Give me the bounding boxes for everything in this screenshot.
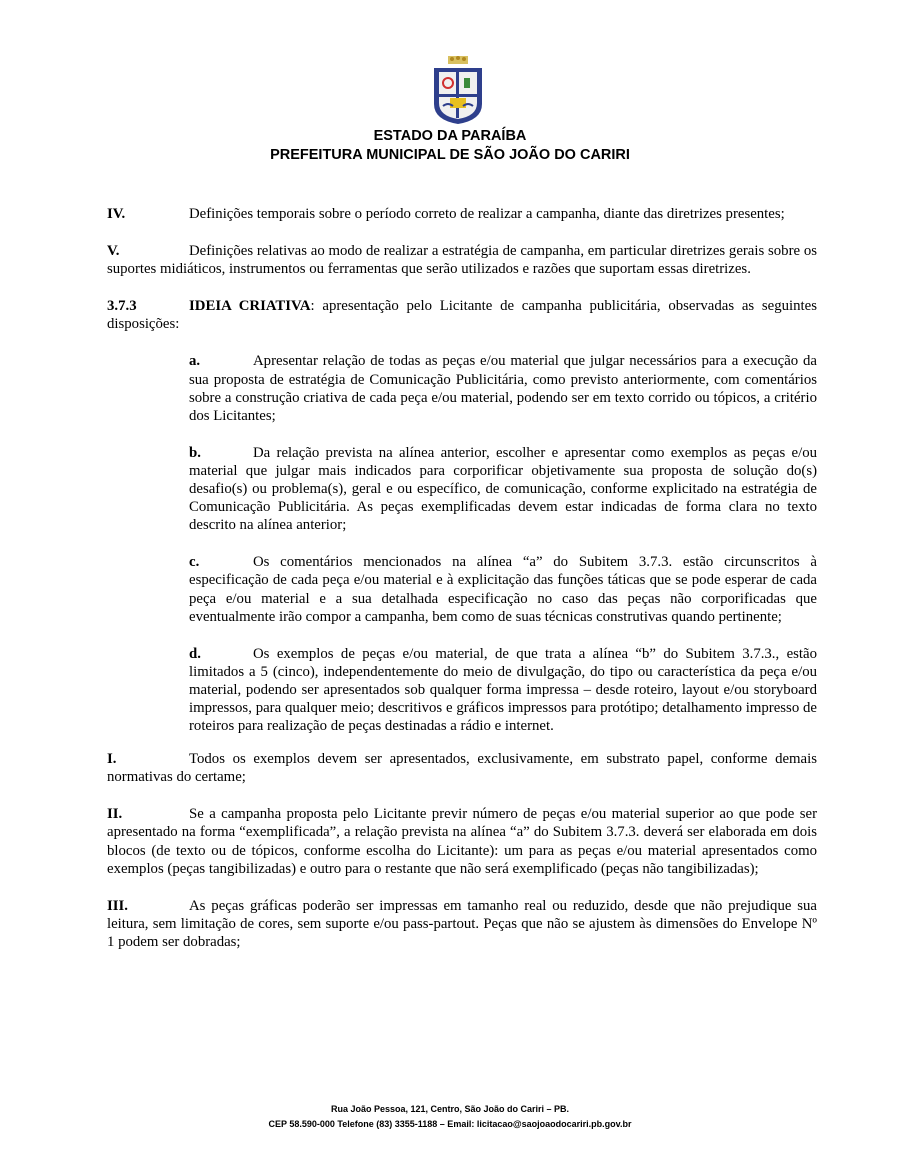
item-text: Definições relativas ao modo de realizar a estratégia de campanha, em particular diretrizes gerais sobre os suportes midiáticos, instrumentos ou ferramentas que serão utilizados e razões que suportam essas diretrizes. — [107, 243, 817, 278]
document-body — [107, 205, 817, 970]
rule-marker: I. — [107, 751, 117, 768]
subitem-text: Os comentários mencionados na alínea “a” do Subitem 3.7.3. estão circunscritos à especificação de cada peça e/ou material e à explicitação das funções táticas que se pode esperar de cada peça e/ou material e a sua detalhada especificação no caso das peças não corporificadas que eventualmente irão compor a campanha, bem como de suas técnicas construtivas quando pertinente; — [189, 554, 817, 625]
subitem-marker: c. — [189, 554, 200, 571]
subitem-marker: d. — [189, 645, 201, 662]
coat-of-arms-icon — [430, 56, 486, 126]
subitem-b — [189, 444, 817, 534]
rule-i — [107, 750, 817, 786]
subitem-marker: a. — [189, 353, 201, 370]
item-v — [107, 242, 817, 278]
state-title: ESTADO DA PARAÍBA — [373, 128, 527, 144]
item-iv — [107, 205, 817, 223]
section-title: IDEIA CRIATIVA — [189, 298, 311, 315]
item-text: Definições temporais sobre o período correto de realizar a campanha, diante das diretrizes presentes; — [189, 206, 785, 222]
subitem-d — [189, 645, 817, 735]
item-marker: V. — [107, 243, 120, 260]
subitem-c — [189, 553, 817, 625]
rule-text: Se a campanha proposta pelo Licitante previr número de peças e/ou material superior ao que pode ser apresentado na forma “exemplificada”, a relação prevista na alínea “a” do Subitem 3.7.3. deverá ser elaborada em dois blocos (de texto ou de tópicos, conforme escolha do Licitante): um para as peças e/ou material apresentados como exemplos (peças tangibilizadas) e outro para o restante que não será exemplificado (peças não tangibilizadas); — [107, 806, 817, 877]
footer-contact: CEP 58.590-000 Telefone (83) 3355-1188 – Email: licitacao@saojoaodocariri.pb.gov.br — [268, 1119, 632, 1129]
subitem-marker: b. — [189, 444, 201, 461]
footer-address: Rua João Pessoa, 121, Centro, São João do Cariri – PB. — [330, 1104, 570, 1114]
section-text: : apresentação pelo Licitante de campanha publicitária, observadas as seguintes disposições: — [107, 298, 817, 333]
rule-marker: II. — [107, 806, 123, 823]
rule-text: Todos os exemplos devem ser apresentados, exclusivamente, em substrato papel, conforme demais normativas do certame; — [107, 751, 817, 786]
section-number: 3.7.3 — [107, 298, 137, 315]
rule-iii — [107, 897, 817, 951]
item-marker: IV. — [107, 206, 126, 222]
rule-ii — [107, 805, 817, 877]
subitem-text: Apresentar relação de todas as peças e/ou material que julgar necessários para a execução da sua proposta de estratégia de Comunicação Publicitária, como previsto anteriormente, com comentários sobre a construção criativa de cada peça e/ou material, podendo ser em texto corrido ou tópicos, a critério dos Licitantes; — [189, 353, 817, 424]
subitem-a — [189, 352, 817, 424]
rule-marker: III. — [107, 897, 128, 914]
subitem-text: Os exemplos de peças e/ou material, de que trata a alínea “b” do Subitem 3.7.3., estão limitados a 5 (cinco), independentemente do meio de divulgação, do tipo ou característica da peça e/ou material, podendo ser apresentados sob qualquer forma impressa – desde roteiro, layout e/ou storyboard impressos, para qualquer meio; descritivos e gráficos impressos para protótipo; detalhamento impresso de roteiros para realização de peças destinadas a rádio e internet. — [189, 645, 817, 735]
municipality-title: PREFEITURA MUNICIPAL DE SÃO JOÃO DO CARIRI — [270, 147, 630, 163]
rule-text: As peças gráficas poderão ser impressas em tamanho real ou reduzido, desde que não prejudique sua leitura, sem limitação de cores, sem suporte e/ou pass-partout. Peças que não se ajustem às dimensões do Envelope Nº 1 podem ser dobradas; — [107, 897, 817, 950]
section-3-7-3 — [107, 297, 817, 333]
subitem-text: Da relação prevista na alínea anterior, escolher e apresentar como exemplos as peças e/ou material que julgar mais indicados para corporificar objetivamente sua proposta de solução do(s) desafio(s) ou problema(s), geral e ou específico, de comunicação, conforme explicitado na estratégia de Comunicação Publicitária. As peças exemplificadas devem estar indicadas de forma clara no texto descrito na alínea anterior; — [189, 444, 817, 534]
